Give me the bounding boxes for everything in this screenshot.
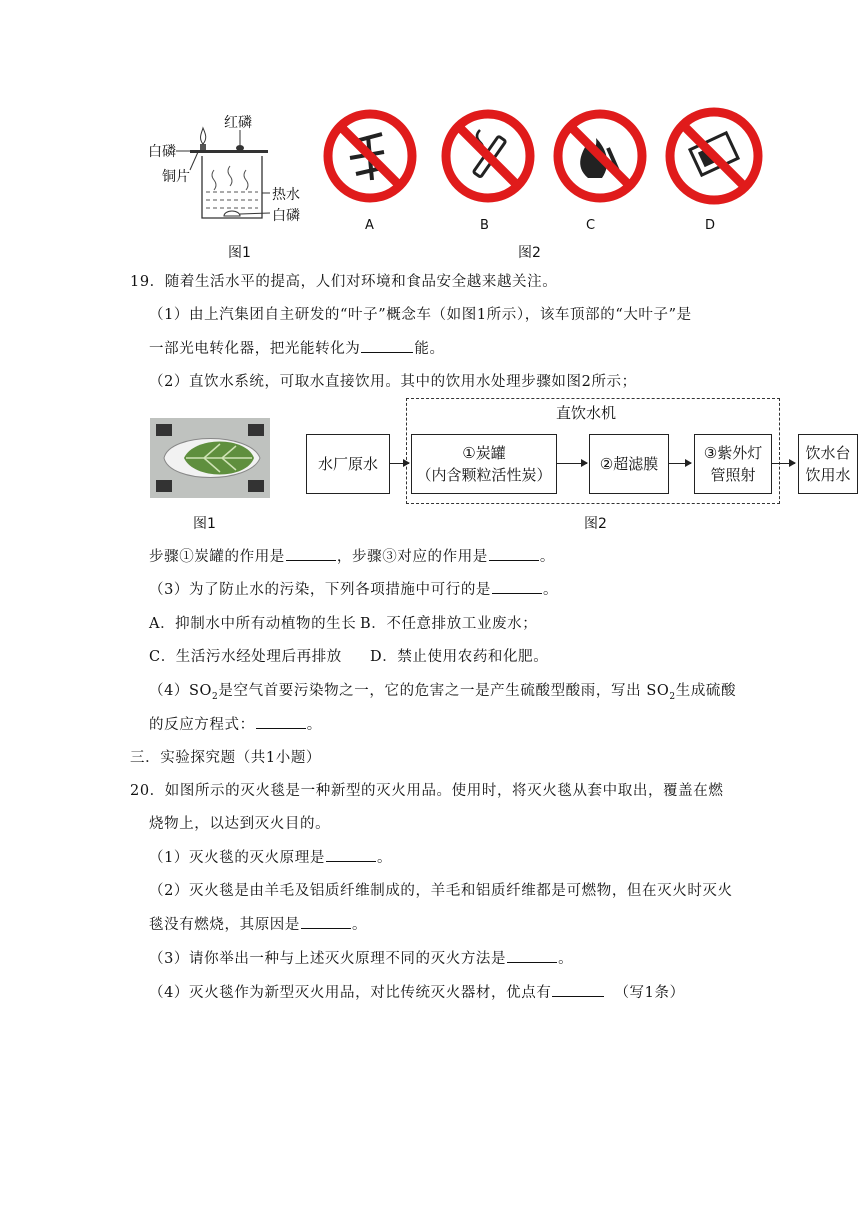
q19-option-a: A．抑制水中所有动植物的生长 [149,616,357,632]
q19-part4-line2 [149,713,322,734]
flow-arrow-4 [771,463,795,464]
answer-blank[interactable] [507,948,557,963]
sign-a [322,108,418,233]
q19-part2-a: 步骤①炭罐的作用是 [149,549,285,565]
leaf-car-image [150,418,270,498]
q19-option-b: B．不任意排放工业废水； [360,616,538,632]
q20-part2-line2 [149,913,367,934]
q20-part3-end: 。 [558,951,574,967]
flow-output-line2: 饮用水 [805,466,851,484]
label-hot-water: 热水 [272,187,300,203]
q19-part3-text: （3）为了防止水的污染，下列各项措施中可行的是 [149,582,492,598]
q19-part2-c: 。 [539,549,556,565]
flow-step1-box [411,434,557,494]
q19-option-d: D．禁止使用农药和化肥。 [370,649,549,665]
subscript-2: 2 [212,691,219,702]
q20-part2-text: 毯没有燃烧，其原因是 [149,917,300,933]
fig2-caption-top: 图2 [518,245,541,261]
sign-d-letter: D [705,218,716,233]
dispenser-title: 直饮水机 [556,404,617,422]
q20-part4-end: （写1条） [614,985,685,1001]
flow-step2-box [589,434,669,494]
label-white-phosphorus-top: 白磷 [148,144,176,160]
answer-blank[interactable] [326,847,376,862]
flow-output-line1: 饮水台 [805,444,851,462]
q19-part4-line1 [149,679,736,702]
fig1-caption-diagram: 图1 [193,516,216,532]
q19-part2-b: ，步骤③对应的作用是 [336,549,488,565]
flow-arrow-1 [389,463,409,464]
flow-source-label: 水厂原水 [317,455,378,473]
fig2-caption-diagram: 图2 [584,516,607,532]
q19-part4-c: 生成硫酸 [675,683,737,699]
label-white-phosphorus-bottom: 白磷 [272,208,300,224]
no-firecracker-icon [322,108,418,204]
no-smoking-icon [440,108,536,204]
q19-part2: （2）直饮水系统，可取水直接饮用。其中的饮用水处理步骤如图2所示； [149,374,637,390]
q19-option-c: C．生活污水经处理后再排放 [149,649,342,665]
q20-part3-text: （3）请你举出一种与上述灭火原理不同的灭火方法是 [149,951,507,967]
q20-part4-text: （4）灭火毯作为新型灭火用品，对比传统灭火器材，优点有 [149,985,552,1001]
leaf-car-icon [150,418,270,498]
q20-part1 [149,846,392,867]
label-copper-sheet: 铜片 [162,169,190,185]
flow-arrow-2 [556,463,587,464]
q19-part4-b: 是空气首要污染物之一，它的危害之一是产生硫酸型酸雨，写出 SO [218,683,670,699]
q20-part1-end: 。 [376,850,393,866]
flow-step1-line2: （内含颗粒活性炭） [416,466,552,484]
q19-part1-text: 一部光电转化器，把光能转化为 [149,341,361,357]
q20-part2-line1: （2）灭火毯是由羊毛及铝质纤维制成的，羊毛和铝质纤维都是可燃物，但在灭火时灭火 [149,883,733,899]
flow-step2-label: ②超滤膜 [599,455,659,473]
q20-part2-end: 。 [352,917,368,933]
flow-step3-line1: ③紫外灯 [703,444,763,462]
q20-stem-line1: 20．如图所示的灭火毯是一种新型的灭火用品。使用时，将灭火毯从套中取出，覆盖在燃 [130,783,724,799]
answer-blank[interactable] [256,714,306,729]
flow-step3-box [694,434,772,494]
q19-stem: 19．随着生活水平的提高，人们对环境和食品安全越来越关注。 [130,274,558,290]
figure-apparatus [140,108,320,258]
sign-b-letter: B [480,218,489,233]
section-3-title: 三．实验探究题（共1小题） [130,750,322,766]
no-open-flame-icon [552,108,648,204]
q19-part4-text: 的反应方程式： [149,717,255,733]
answer-blank[interactable] [492,579,542,594]
flow-step1-line1: ①炭罐 [462,444,506,462]
q19-part3 [149,578,558,599]
flow-output-box [798,434,858,494]
fig1-caption-top: 图1 [228,245,251,261]
label-red-phosphorus: 红磷 [224,115,252,131]
flow-source-box [306,434,390,494]
q19-part2-question [149,545,555,566]
answer-blank[interactable] [489,546,539,561]
q19-part4-end: 。 [306,717,322,733]
q20-part4 [149,981,685,1002]
q19-part4-a: （4）SO [149,683,213,699]
q20-part3 [149,947,573,968]
sign-c [552,108,648,233]
sign-d [664,106,764,233]
sign-c-letter: C [586,218,596,233]
subscript-2: 2 [669,691,676,702]
answer-blank[interactable] [286,546,336,561]
sign-a-letter: A [365,218,374,233]
no-matches-icon [664,106,764,206]
q19-part1-line1: （1）由上汽集团自主研发的“叶子”概念车（如图1所示），该车顶部的“大叶子”是 [149,307,692,323]
flow-arrow-3 [668,463,691,464]
q20-part1-text: （1）灭火毯的灭火原理是 [149,850,325,866]
sign-b [440,108,536,233]
q19-part1-line2 [149,337,445,358]
q19-part3-end: 。 [543,582,559,598]
q20-stem-line2: 烧物上，以达到灭火目的。 [149,816,331,832]
answer-blank[interactable] [361,338,413,353]
answer-blank[interactable] [552,982,604,997]
q19-part1-end: 能。 [414,341,445,357]
flow-step3-line2: 管照射 [710,466,756,484]
answer-blank[interactable] [301,914,351,929]
